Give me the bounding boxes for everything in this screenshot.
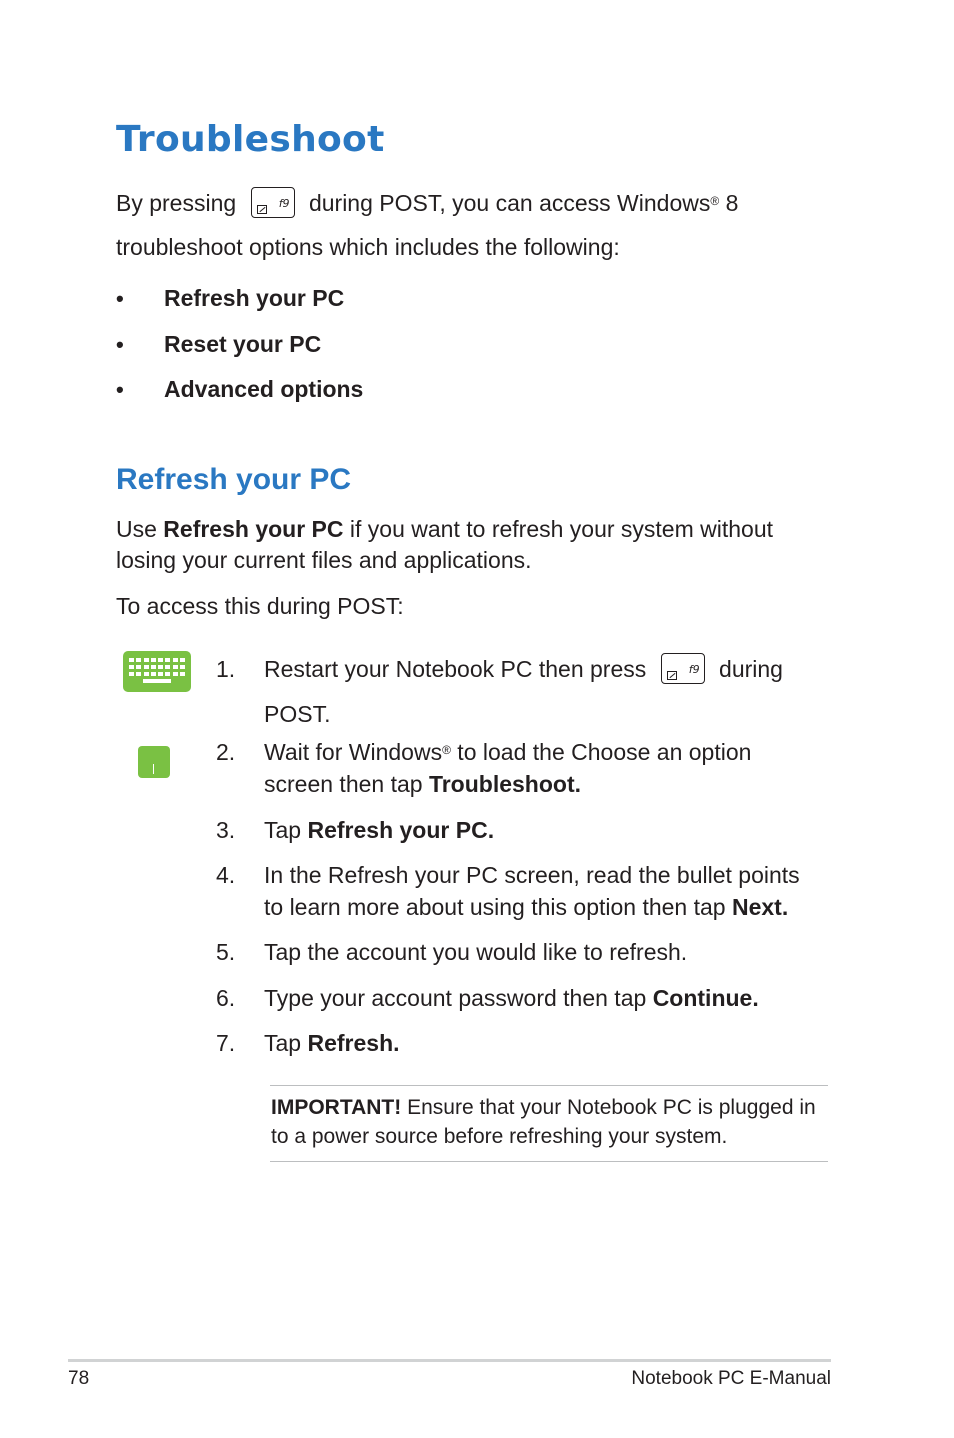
step-number: 7. — [216, 1030, 236, 1056]
step-2-text-c: screen then tap — [264, 771, 429, 797]
section-heading: Refresh your PC — [116, 463, 352, 496]
step-number: 5. — [216, 939, 236, 965]
step-4-bold: Next. — [731, 894, 789, 920]
notice-text: Ensure that your Notebook PC is plugged in — [401, 1096, 816, 1119]
important-notice — [271, 1093, 831, 1151]
access-text: To access this during POST: — [116, 593, 404, 619]
step-5: Tap the account you would like to refresh. — [264, 939, 688, 965]
step-6-text: Type your account password then tap — [264, 985, 653, 1011]
touchpad-toggle-glyph-icon — [667, 671, 677, 680]
step-4-text: In the Refresh your PC screen, read the bullet points — [264, 862, 800, 888]
step-7-bold: Refresh. — [307, 1030, 400, 1056]
f9-key-icon — [661, 653, 705, 684]
step-6 — [264, 982, 824, 1014]
intro-after-reg: 8 — [719, 190, 739, 216]
touchpad-toggle-glyph-icon — [257, 205, 267, 214]
step-4 — [264, 859, 824, 923]
step-2 — [264, 736, 824, 800]
step-7 — [264, 1027, 824, 1059]
para-rest: if you want to refresh your system without — [343, 516, 774, 542]
step-number: 2. — [216, 739, 236, 765]
registered-mark: ® — [710, 194, 720, 208]
touchpad-icon — [138, 746, 170, 778]
bullet-marker: • — [116, 377, 124, 402]
keyboard-icon — [123, 651, 191, 692]
step-3 — [264, 814, 824, 846]
step-2-bold: Troubleshoot. — [428, 771, 582, 797]
bullet-marker: • — [116, 332, 124, 357]
step-3-bold: Refresh your PC. — [307, 817, 495, 843]
step-6-bold: Continue. — [652, 985, 759, 1011]
option-advanced: Advanced options — [164, 376, 364, 402]
step-2-text: Wait for Windows — [264, 739, 443, 765]
step-number: 4. — [216, 862, 236, 888]
step-number: 6. — [216, 985, 236, 1011]
para-line-2: losing your current files and applications. — [116, 547, 532, 573]
intro-before-key: By pressing — [116, 190, 237, 216]
step-1-continued: POST. — [264, 701, 331, 727]
f9-key-label: f9 — [688, 663, 700, 677]
step-7-text: Tap — [264, 1030, 308, 1056]
registered-mark: ® — [442, 743, 451, 757]
option-refresh: Refresh your PC — [164, 285, 345, 311]
page-number: 78 — [68, 1368, 90, 1389]
step-1 — [264, 653, 824, 686]
intro-after-key: during POST, you can access Windows — [308, 190, 711, 216]
step-2-text-b: to load the Choose an option — [450, 739, 752, 765]
step-3-text: Tap — [264, 817, 308, 843]
f9-key-label: f9 — [278, 197, 290, 211]
f9-key-icon — [251, 187, 295, 218]
intro-line-1 — [116, 188, 738, 220]
page-title: Troubleshoot — [116, 119, 385, 160]
step-1-text: Restart your Notebook PC then press — [264, 656, 647, 682]
notice-bottom-rule — [270, 1161, 828, 1162]
step-4-text-b: to learn more about using this option then tap — [264, 894, 732, 920]
step-number: 1. — [216, 656, 236, 682]
section-paragraph — [116, 514, 836, 576]
option-reset: Reset your PC — [164, 331, 322, 357]
step-1-text-b: during — [719, 656, 783, 682]
manual-title: Notebook PC E-Manual — [631, 1368, 831, 1389]
para-use: Use — [116, 516, 164, 542]
bullet-marker: • — [116, 286, 124, 311]
footer-rule — [68, 1359, 831, 1362]
notice-top-rule — [270, 1085, 828, 1086]
notice-text-line-2: to a power source before refreshing your system. — [271, 1125, 728, 1148]
step-number: 3. — [216, 817, 236, 843]
para-bold: Refresh your PC — [163, 516, 344, 542]
notice-label: IMPORTANT! — [271, 1096, 402, 1119]
intro-line-2: troubleshoot options which includes the following: — [116, 234, 620, 260]
